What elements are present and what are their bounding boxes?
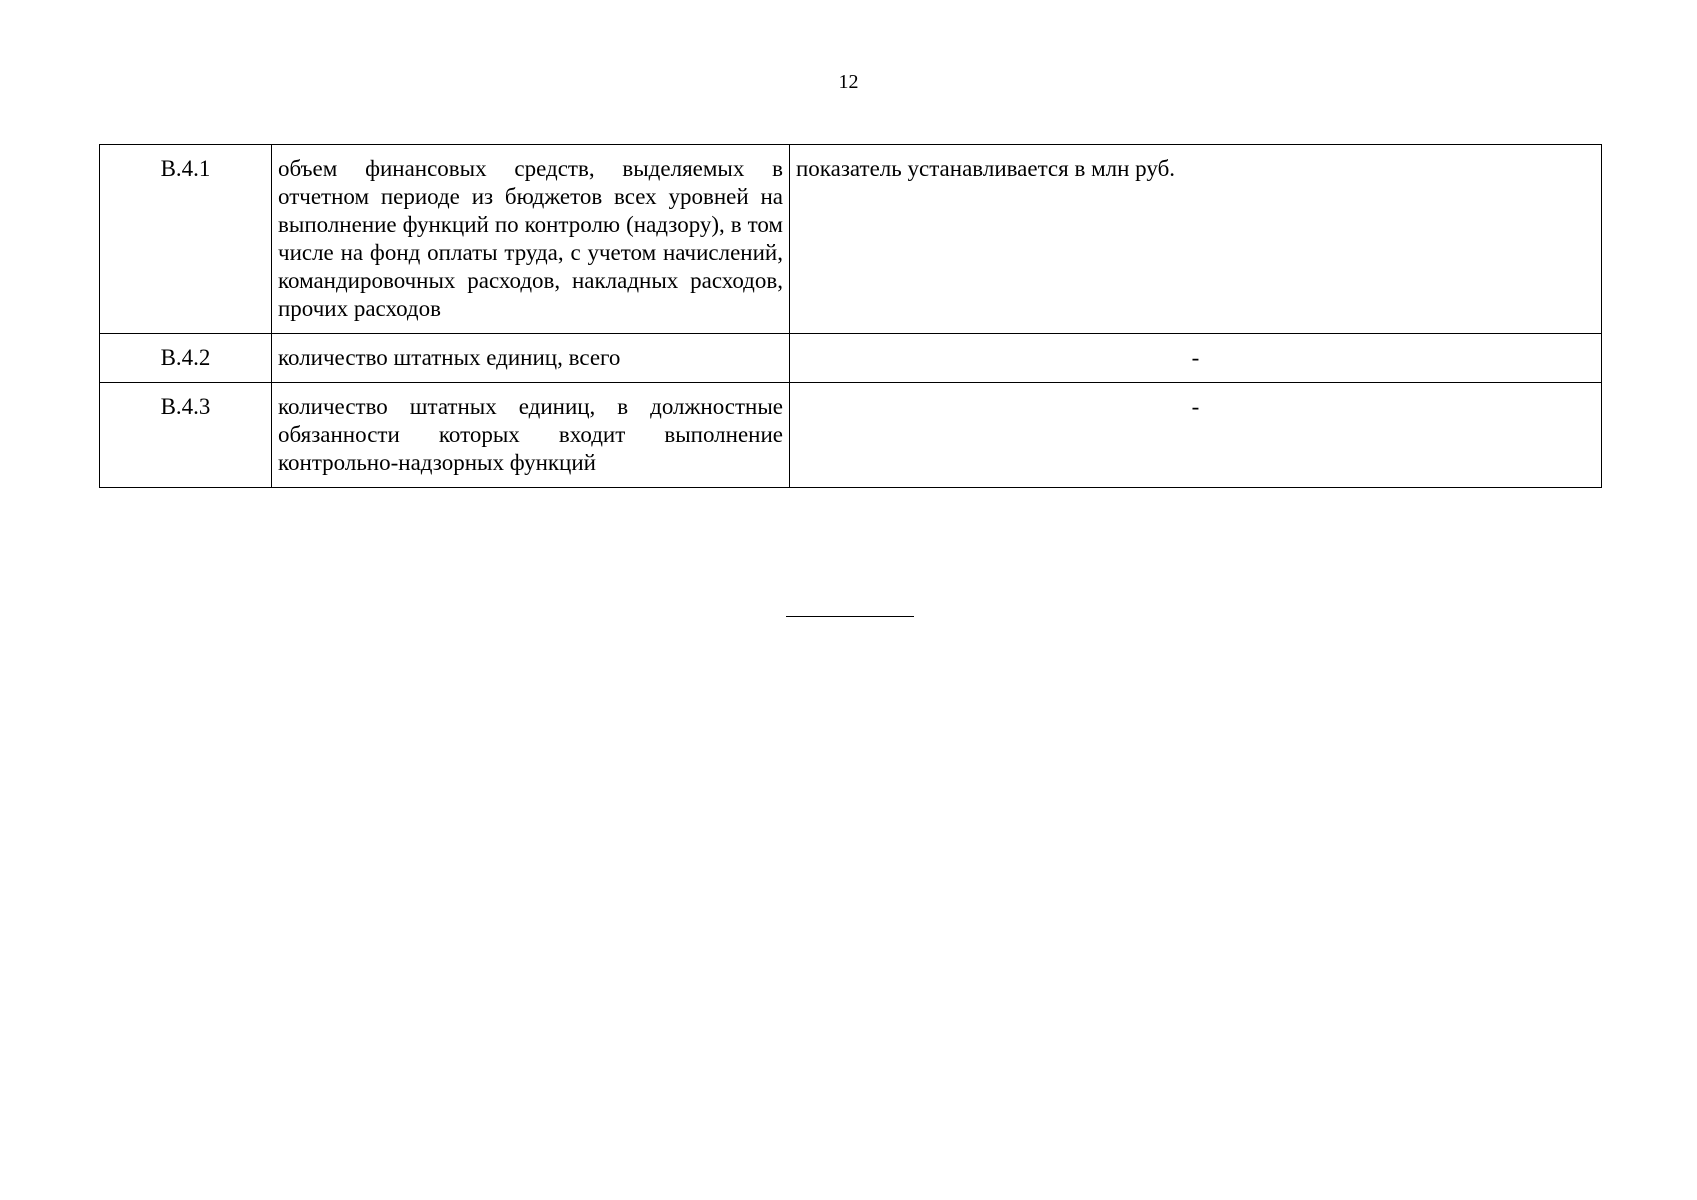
indicators-table	[99, 144, 1602, 488]
row-code: В.4.3	[100, 383, 272, 488]
row-code: В.4.1	[100, 145, 272, 334]
row-note: -	[790, 383, 1602, 488]
row-code: В.4.2	[100, 334, 272, 383]
row-indicator-name: объем финансовых средств, выделяемых в отчетном периоде из бюджетов всех уровней на выполнение функций по контролю (надзору), в том числе на фонд оплаты труда, с учетом начислений, командировочных расходов, накладных расходов, прочих расходов	[272, 145, 790, 334]
table-row	[100, 334, 1602, 383]
row-note: -	[790, 334, 1602, 383]
row-note: показатель устанавливается в млн руб.	[790, 145, 1602, 334]
row-indicator-name: количество штатных единиц, в должностные обязанности которых входит выполнение контрольно-надзорных функций	[272, 383, 790, 488]
end-divider	[786, 616, 914, 617]
table-row	[100, 145, 1602, 334]
row-indicator-name: количество штатных единиц, всего	[272, 334, 790, 383]
table-row	[100, 383, 1602, 488]
page-number: 12	[838, 71, 859, 93]
